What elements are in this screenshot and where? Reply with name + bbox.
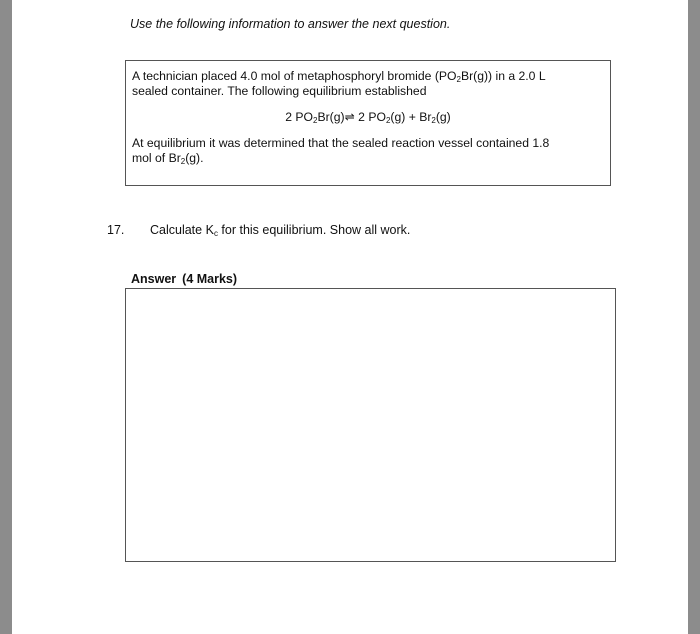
marks-label: (4 Marks)	[182, 272, 238, 286]
equilibrium-arrow-icon: ⇌	[344, 110, 355, 124]
info-line-4: mol of $Br_2(g)$.	[132, 151, 204, 166]
equilibrium-equation: 2 $PO_2Br(g)\rightleftharpoons$ 2 $PO_2(g) + Br_2(g)$	[285, 110, 451, 125]
worksheet-page	[12, 0, 688, 634]
info-line-3: At equilibrium it was determined that the sealed reaction vessel contained 1.8	[132, 136, 550, 150]
question-number: 17.	[107, 223, 125, 237]
information-box	[125, 60, 611, 186]
answer-label: Answer (4 Marks)	[131, 272, 238, 286]
info-line-1: A technician placed 4.0 mol of metaphosphoryl bromide $(PO_2Br(g))$ in a 2.0 L	[132, 69, 546, 84]
answer-box[interactable]	[125, 288, 616, 562]
info-line-2: sealed container. The following equilibrium established	[132, 84, 427, 98]
question-text: Calculate $K_c$ for this equilibrium. Show all work.	[150, 223, 411, 238]
instruction-text: Use the following information to answer the next question.	[130, 17, 451, 31]
